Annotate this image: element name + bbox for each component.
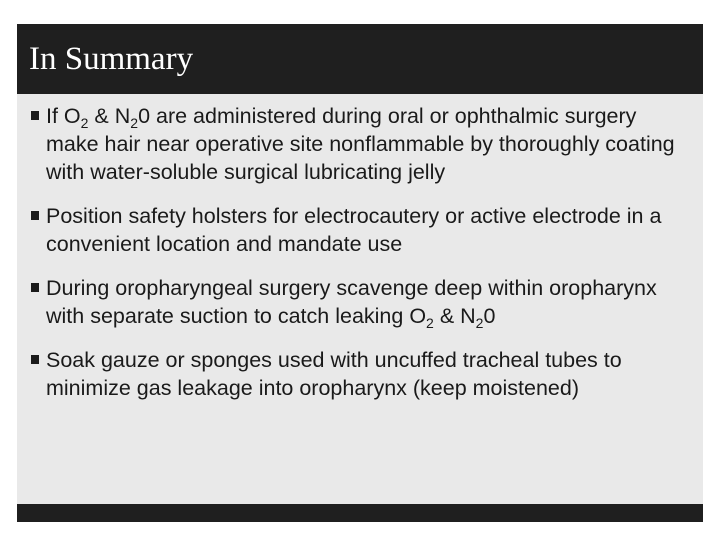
subscript: 2 [130, 115, 139, 131]
slide [17, 24, 703, 522]
bullet-list [28, 102, 690, 418]
bullet-item [28, 102, 690, 186]
bullet-text [46, 348, 622, 400]
square-bullet-icon [31, 355, 39, 364]
square-bullet-icon [31, 211, 39, 220]
title-bar [17, 24, 703, 94]
bullet-item [28, 346, 690, 402]
bullet-text [46, 204, 661, 256]
bullet-text [46, 104, 675, 184]
footer-bar [17, 504, 703, 522]
subscript: 2 [475, 315, 484, 331]
square-bullet-icon [31, 283, 39, 292]
text-run: If O [46, 104, 81, 128]
text-run: & N [433, 304, 476, 328]
bullet-item [28, 202, 690, 258]
bullet-item [28, 274, 690, 330]
subscript: 2 [426, 315, 434, 331]
subscript: 2 [80, 115, 89, 131]
text-run: 0 are administered during oral or ophthalmic surgery make hair near operative site nonflammable by thoroughly coating with water-soluble surgical lubricating jelly [46, 104, 675, 184]
text-run: Soak gauze or sponges used with uncuffed tracheal tubes to minimize gas leakage into oropharynx (keep moistened) [46, 348, 622, 400]
text-run: & N [88, 104, 131, 128]
text-run: During oropharyngeal surgery scavenge deep within oropharynx with separate suction to catch leaking O [46, 276, 657, 328]
square-bullet-icon [31, 111, 39, 120]
text-run: 0 [483, 304, 496, 328]
text-run: Position safety holsters for electrocautery or active electrode in a convenient location and mandate use [46, 204, 662, 256]
bullet-text [46, 276, 657, 331]
slide-title: In Summary [29, 41, 194, 77]
